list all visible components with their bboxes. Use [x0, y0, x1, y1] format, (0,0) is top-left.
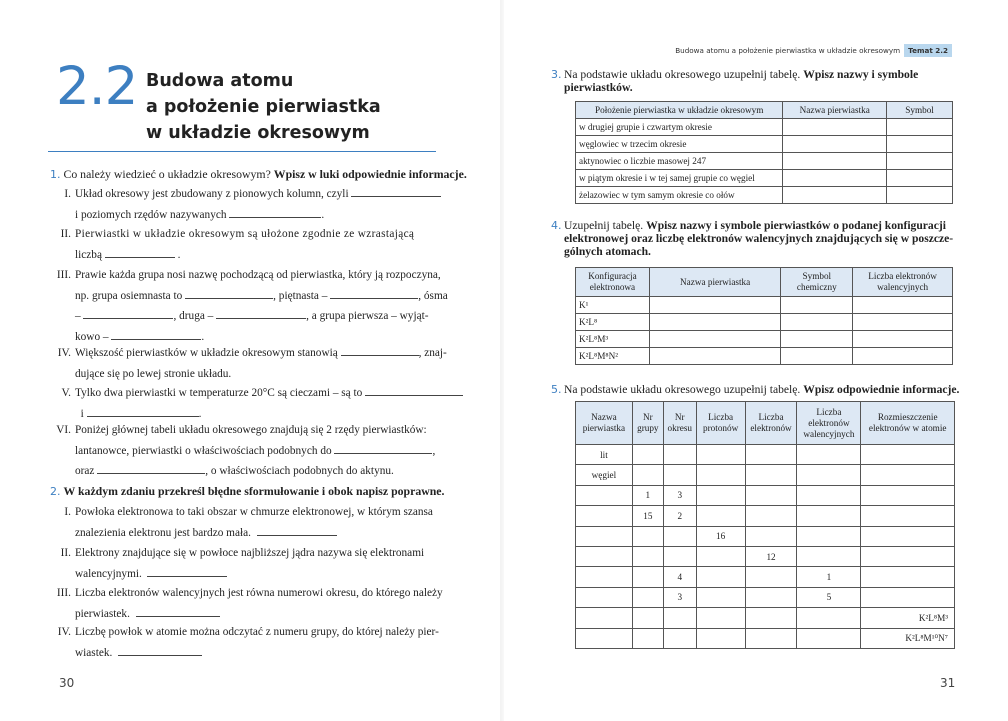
answer-cell[interactable] — [649, 297, 781, 314]
item-text: , druga – — [173, 310, 214, 322]
table-row — [576, 587, 955, 607]
table-cell: 1 — [632, 485, 663, 505]
answer-cell[interactable] — [696, 567, 745, 587]
answer-cell[interactable] — [861, 465, 955, 485]
answer-cell[interactable] — [632, 445, 663, 465]
answer-cell[interactable] — [887, 187, 953, 204]
item-text: . — [198, 407, 202, 420]
task2-item-3 — [56, 583, 443, 624]
item-text: Prawie każda grupa nosi nazwę pochodzącą od pierwiastka, który ją rozpoczyna, — [75, 269, 441, 281]
answer-cell[interactable] — [853, 314, 953, 331]
task-number: 1. — [50, 168, 61, 181]
item-text: Liczba elektronów walencyjnych jest równa numerowi okresu, do którego należy — [75, 587, 443, 599]
answer-cell[interactable] — [887, 136, 953, 153]
answer-blank[interactable] — [216, 307, 306, 319]
answer-cell[interactable] — [576, 567, 633, 587]
answer-cell[interactable] — [861, 506, 955, 526]
answer-cell[interactable] — [576, 506, 633, 526]
running-head-text: Budowa atomu a położenie pierwiastka w układzie okresowym — [675, 46, 901, 55]
table-row — [576, 485, 955, 505]
answer-cell[interactable] — [696, 608, 745, 628]
item-text: oraz — [75, 465, 95, 477]
answer-cell[interactable] — [632, 628, 663, 648]
table-cell: węglowiec w trzecim okresie — [576, 136, 783, 153]
answer-cell[interactable] — [696, 506, 745, 526]
item-text: Tylko dwa pierwiastki w temperaturze 20°C są cieczami – są to — [75, 387, 363, 399]
column-header: Nazwa pierwiastka — [576, 402, 633, 445]
answer-cell[interactable] — [797, 546, 861, 566]
table-cell: 3 — [663, 587, 696, 607]
task-text: Na podstawie układu okresowego uzupełnij tabelę. — [564, 383, 801, 396]
answer-cell[interactable] — [853, 331, 953, 348]
column-header: Nr okresu — [663, 402, 696, 445]
task-number: 3. — [551, 68, 562, 81]
table-cell: 3 — [663, 485, 696, 505]
item-text: . — [321, 208, 325, 221]
table-cell: lit — [576, 445, 633, 465]
answer-cell[interactable] — [797, 526, 861, 546]
table-row — [576, 628, 955, 648]
task-instruction: Wpisz w luki odpowiednie informacje. — [273, 167, 467, 181]
answer-blank[interactable] — [330, 287, 418, 299]
answer-cell[interactable] — [861, 485, 955, 505]
task1-item-2 — [60, 224, 415, 265]
answer-cell[interactable] — [663, 526, 696, 546]
answer-blank[interactable] — [136, 605, 220, 617]
answer-blank[interactable] — [105, 246, 175, 258]
item-text: – — [75, 310, 81, 322]
task-instruction: elektronowej oraz liczbę elektronów walencyjnych znajdujących się w poszcze- — [564, 232, 954, 245]
answer-cell[interactable] — [797, 506, 861, 526]
answer-cell[interactable] — [576, 526, 633, 546]
answer-blank[interactable] — [87, 405, 199, 417]
column-header: Liczba elektronów walencyjnych — [853, 268, 953, 297]
table-cell: 15 — [632, 506, 663, 526]
table-cell: K²L⁸M¹⁰N⁷ — [861, 628, 955, 648]
right-page — [504, 0, 1008, 721]
task1-item-3 — [56, 265, 448, 347]
table-cell: w piątym okresie i w tej samej grupie co węgiel — [576, 170, 783, 187]
chapter-title-line: Budowa atomu — [146, 71, 294, 91]
column-header: Liczba protonów — [696, 402, 745, 445]
task-instruction: Wpisz nazwy i symbole — [803, 68, 919, 81]
item-text: znalezienia elektronu jest bardzo mała. — [75, 526, 251, 539]
item-text: Poniżej głównej tabeli układu okresowego znajdują się 2 rzędy pierwiastków: — [75, 424, 427, 436]
answer-cell[interactable] — [745, 465, 797, 485]
task-number: 4. — [551, 219, 562, 232]
answer-cell[interactable] — [632, 465, 663, 485]
table-cell: 4 — [663, 567, 696, 587]
item-text: kowo – — [75, 330, 109, 343]
answer-cell[interactable] — [781, 314, 853, 331]
task-number: 2. — [50, 485, 61, 498]
answer-cell[interactable] — [649, 314, 781, 331]
answer-cell[interactable] — [663, 445, 696, 465]
answer-cell[interactable] — [887, 119, 953, 136]
answer-cell[interactable] — [576, 608, 633, 628]
table-cell: węgiel — [576, 465, 633, 485]
table-row — [576, 506, 955, 526]
task1-item-1 — [64, 184, 441, 225]
item-text: Większość pierwiastków w układzie okresowym stanowią — [75, 347, 338, 359]
answer-cell[interactable] — [696, 445, 745, 465]
table-row — [576, 608, 955, 628]
task-instruction: Wpisz nazwy i symbole pierwiastków o podanej konfiguracji — [646, 219, 946, 232]
answer-blank[interactable] — [118, 644, 202, 656]
answer-cell[interactable] — [576, 587, 633, 607]
answer-cell[interactable] — [781, 348, 853, 365]
answer-cell[interactable] — [745, 608, 797, 628]
page-number-left: 30 — [59, 676, 75, 690]
task2-item-4 — [57, 622, 439, 663]
answer-cell[interactable] — [797, 608, 861, 628]
answer-blank[interactable] — [257, 524, 337, 536]
task1-item-5 — [61, 383, 463, 424]
answer-cell[interactable] — [745, 567, 797, 587]
answer-cell[interactable] — [663, 465, 696, 485]
answer-cell[interactable] — [861, 567, 955, 587]
task1-item-4 — [57, 343, 447, 384]
item-text: Liczbę powłok w atomie można odczytać z numeru grupy, do której należy pier- — [75, 626, 439, 638]
item-text: lantanowce, pierwiastki o właściwościach podobnych do — [75, 444, 332, 457]
task2-heading — [50, 483, 445, 500]
table-cell: K²L⁸ — [576, 314, 650, 331]
answer-cell[interactable] — [745, 587, 797, 607]
task3-table — [575, 101, 953, 204]
answer-cell[interactable] — [745, 628, 797, 648]
answer-cell[interactable] — [861, 526, 955, 546]
answer-cell[interactable] — [797, 628, 861, 648]
table-cell: K²L⁸M³ — [861, 608, 955, 628]
item-text: pierwiastek. — [75, 607, 130, 620]
chapter-title-line: a położenie pierwiastka — [146, 97, 381, 117]
table-cell: 12 — [745, 546, 797, 566]
answer-cell[interactable] — [783, 170, 887, 187]
running-header — [675, 46, 952, 55]
chapter-divider — [48, 151, 436, 152]
item-text: , — [432, 444, 436, 457]
answer-cell[interactable] — [861, 445, 955, 465]
column-header: Konfiguracja elektronowa — [576, 268, 650, 297]
table-row — [576, 526, 955, 546]
answer-blank[interactable] — [229, 206, 321, 218]
table-cell: K¹ — [576, 297, 650, 314]
item-text: dujące się po lewej stronie układu. — [75, 367, 232, 380]
answer-cell[interactable] — [663, 546, 696, 566]
table-row — [576, 445, 955, 465]
item-text: , ósma — [418, 289, 448, 302]
answer-cell[interactable] — [696, 485, 745, 505]
roman-numeral: I. — [64, 188, 71, 200]
answer-blank[interactable] — [111, 328, 201, 340]
item-text: wiastek. — [75, 646, 113, 659]
column-header: Symbol — [887, 102, 953, 119]
roman-numeral: VI. — [56, 424, 71, 436]
column-header: Rozmieszczenie elektronów w atomie — [861, 402, 955, 445]
answer-cell[interactable] — [632, 567, 663, 587]
answer-cell[interactable] — [783, 136, 887, 153]
answer-cell[interactable] — [576, 485, 633, 505]
table-cell: 5 — [797, 587, 861, 607]
task-text: Na podstawie układu okresowego uzupełnij tabelę. — [564, 68, 801, 81]
task4-heading — [551, 219, 954, 258]
task-text: Co należy wiedzieć o układzie okresowym? — [63, 167, 271, 181]
task2-item-2 — [60, 543, 425, 584]
answer-blank[interactable] — [365, 384, 463, 396]
answer-cell[interactable] — [649, 331, 781, 348]
roman-numeral: V. — [61, 387, 71, 399]
answer-cell[interactable] — [696, 546, 745, 566]
answer-cell[interactable] — [861, 546, 955, 566]
roman-numeral: II. — [60, 547, 71, 559]
table-row — [576, 465, 955, 485]
roman-numeral: III. — [56, 269, 71, 281]
item-text: Elektrony znajdujące się w powłoce najbliższej jądra nazywa się elektronami — [75, 547, 425, 559]
task5-table-body — [576, 445, 955, 649]
item-text: , a grupa pierwsza – wyjąt- — [306, 310, 429, 322]
answer-cell[interactable] — [783, 153, 887, 170]
answer-cell[interactable] — [649, 348, 781, 365]
item-text: Pierwiastki w układzie okresowym są ułożone zgodnie ze wzrastającą — [75, 228, 415, 240]
answer-cell[interactable] — [696, 465, 745, 485]
answer-cell[interactable] — [632, 526, 663, 546]
item-text: walencyjnymi. — [75, 567, 142, 580]
item-text: liczbą — [75, 248, 102, 261]
item-text: np. grupa osiemnasta to — [75, 289, 183, 302]
column-header: Nazwa pierwiastka — [649, 268, 781, 297]
answer-blank[interactable] — [185, 287, 273, 299]
column-header: Nr grupy — [632, 402, 663, 445]
item-text: i — [80, 407, 84, 420]
column-header: Położenie pierwiastka w układzie okresowym — [576, 102, 783, 119]
task5-heading — [551, 383, 960, 396]
task2-item-1 — [64, 502, 433, 543]
table-cell: 1 — [797, 567, 861, 587]
task4-table — [575, 267, 953, 365]
task-instruction: Wpisz odpowiednie informacje. — [803, 383, 960, 396]
page-number-right: 31 — [940, 676, 956, 690]
answer-blank[interactable] — [147, 565, 227, 577]
answer-cell[interactable] — [696, 587, 745, 607]
answer-cell[interactable] — [745, 526, 797, 546]
answer-cell[interactable] — [797, 465, 861, 485]
topic-tag: Temat 2.2 — [904, 44, 952, 57]
roman-numeral: I. — [64, 506, 71, 518]
answer-cell[interactable] — [745, 445, 797, 465]
table-cell: aktynowiec o liczbie masowej 247 — [576, 153, 783, 170]
answer-cell[interactable] — [632, 608, 663, 628]
task-number: 5. — [551, 383, 562, 396]
table-cell: w drugiej grupie i czwartym okresie — [576, 119, 783, 136]
answer-cell[interactable] — [632, 587, 663, 607]
answer-cell[interactable] — [797, 445, 861, 465]
answer-cell[interactable] — [781, 297, 853, 314]
answer-cell[interactable] — [783, 119, 887, 136]
answer-cell[interactable] — [887, 170, 953, 187]
answer-blank[interactable] — [83, 307, 173, 319]
answer-cell[interactable] — [576, 546, 633, 566]
column-header: Liczba elektronów walencyjnych — [797, 402, 861, 445]
table-row — [576, 567, 955, 587]
table-cell: 16 — [696, 526, 745, 546]
task-text: Uzupełnij tabelę. — [564, 219, 644, 232]
answer-cell[interactable] — [696, 628, 745, 648]
item-text: , piętnasta – — [273, 289, 328, 302]
item-text: i poziomych rzędów nazywanych — [75, 208, 227, 221]
task5-table — [575, 401, 955, 649]
item-text: Układ okresowy jest zbudowany z pionowych kolumn, czyli — [75, 188, 349, 200]
answer-cell[interactable] — [745, 506, 797, 526]
task-instruction: pierwiastków. — [564, 81, 633, 94]
table-cell: 2 — [663, 506, 696, 526]
item-text: Powłoka elektronowa to taki obszar w chmurze elektronowej, w którym szansa — [75, 506, 433, 518]
answer-blank[interactable] — [97, 462, 205, 474]
answer-cell[interactable] — [663, 628, 696, 648]
answer-blank[interactable] — [334, 442, 432, 454]
answer-cell[interactable] — [887, 153, 953, 170]
item-text: . — [201, 330, 205, 343]
roman-numeral: III. — [56, 587, 71, 599]
table-cell: K²L⁸M⁸N² — [576, 348, 650, 365]
answer-cell[interactable] — [781, 331, 853, 348]
column-header: Nazwa pierwiastka — [783, 102, 887, 119]
answer-cell[interactable] — [853, 348, 953, 365]
answer-cell[interactable] — [576, 628, 633, 648]
answer-blank[interactable] — [341, 344, 419, 356]
table-row — [576, 546, 955, 566]
chapter-number: 2.2 — [56, 56, 138, 117]
column-header: Liczba elektronów — [745, 402, 797, 445]
answer-cell[interactable] — [632, 546, 663, 566]
answer-cell[interactable] — [745, 485, 797, 505]
table-cell: żelazowiec w tym samym okresie co ołów — [576, 187, 783, 204]
task3-heading — [551, 68, 919, 94]
task1-item-6 — [56, 420, 436, 482]
answer-cell[interactable] — [663, 608, 696, 628]
roman-numeral: II. — [60, 228, 71, 240]
task-instruction: W każdym zdaniu przekreśl błędne sformułowanie i obok napisz poprawne. — [63, 484, 445, 498]
chapter-title-line: w układzie okresowym — [146, 123, 370, 143]
answer-cell[interactable] — [797, 485, 861, 505]
table-cell: K²L⁸M³ — [576, 331, 650, 348]
answer-blank[interactable] — [351, 185, 441, 197]
answer-cell[interactable] — [853, 297, 953, 314]
answer-cell[interactable] — [861, 587, 955, 607]
roman-numeral: IV. — [57, 626, 71, 638]
roman-numeral: IV. — [57, 347, 71, 359]
task-instruction: gólnych atomach. — [564, 245, 651, 258]
answer-cell[interactable] — [783, 187, 887, 204]
chapter-title — [146, 68, 446, 146]
task1-heading — [50, 166, 467, 183]
column-header: Symbol chemiczny — [781, 268, 853, 297]
item-text: . — [177, 248, 181, 261]
item-text: , o właściwościach podobnych do aktynu. — [205, 465, 394, 477]
item-text: , znaj- — [418, 347, 447, 359]
